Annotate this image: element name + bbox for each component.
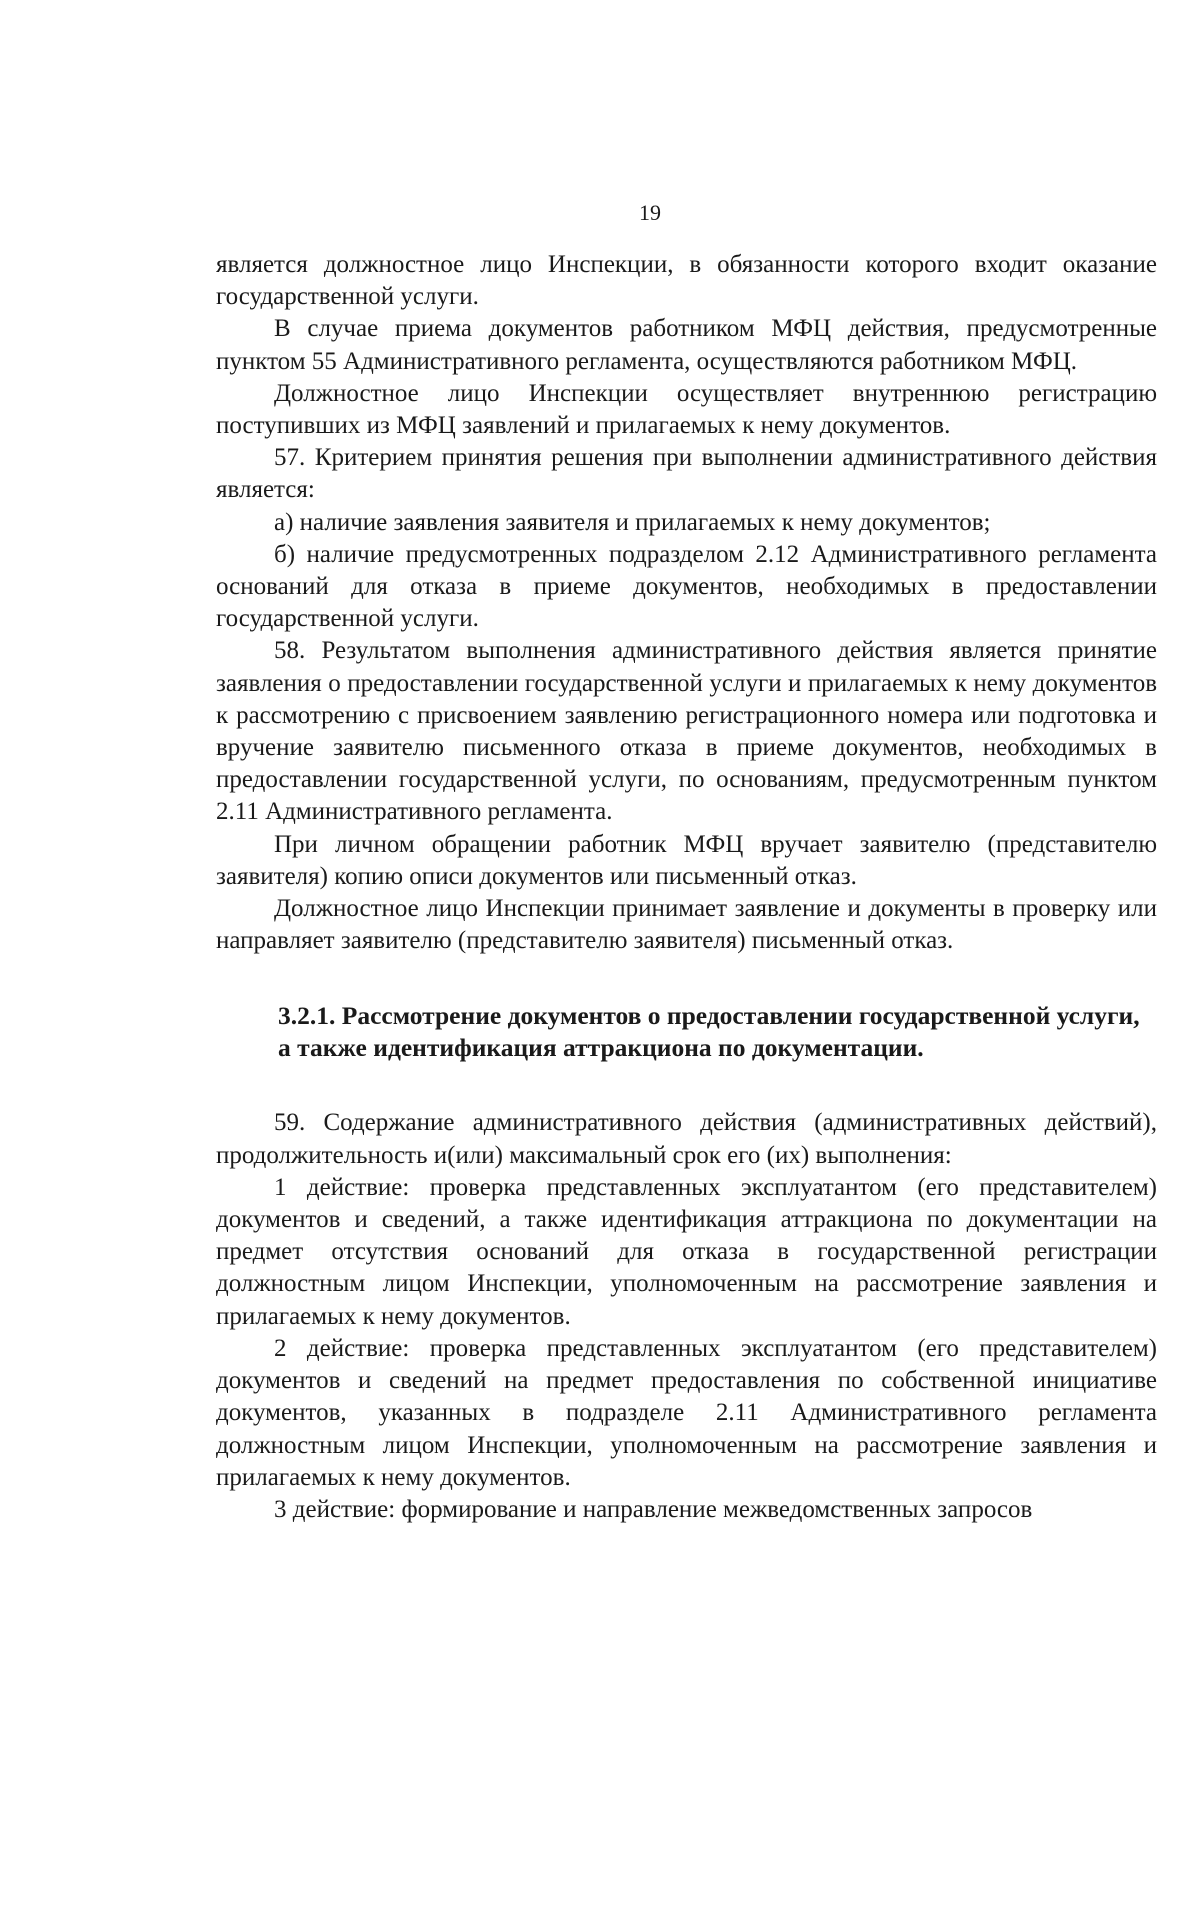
paragraph: 58. Результатом выполнения административного действия является принятие заявления о предоставлении государственной услуги и прилагаемых к нему документов к рассмотрению с присвоением заявлению регистрационного номера или подготовка и вручение заявителю письменного отказа в приеме документов, необходимых в предоставлении государственной услуги, по основаниям, предусмотренным пунктом 2.11 Административного регламента.	[216, 637, 1157, 826]
paragraph: 2 действие: проверка представленных эксплуатантом (его представителем) документов и сведений на предмет предоставления по собственной инициативе документов, указанных в подразделе 2.11 Административного регламента должностным лицом Инспекции, уполномоченным на рассмотрение заявления и прилагаемых к нему документов.	[216, 1334, 1157, 1491]
paragraph: Должностное лицо Инспекции принимает заявление и документы в проверку или направляет заявителю (представителю заявителя) письменный отказ.	[216, 895, 1157, 955]
document-body	[216, 249, 1157, 1526]
paragraph: является должностное лицо Инспекции, в обязанности которого входит оказание государственной услуги.	[216, 251, 1157, 311]
paragraph: а) наличие заявления заявителя и прилагаемых к нему документов;	[274, 508, 991, 536]
section-heading: 3.2.1. Рассмотрение документов о предоставлении государственной услуги, а также идентификация аттракциона по документации.	[278, 1001, 1140, 1063]
paragraph: 57. Критерием принятия решения при выполнении административного действия является:	[216, 444, 1157, 504]
page-number: 19	[639, 200, 661, 225]
paragraph: Должностное лицо Инспекции осуществляет внутреннюю регистрацию поступивших из МФЦ заявлений и прилагаемых к нему документов.	[216, 379, 1157, 440]
paragraph: б) наличие предусмотренных подразделом 2.12 Административного регламента оснований для отказа в приеме документов, необходимых в предоставлении государственной услуги.	[216, 540, 1157, 633]
paragraph: При личном обращении работник МФЦ вручает заявителю (представителю заявителя) копию описи документов или письменный отказ.	[216, 830, 1157, 890]
paragraph: В случае приема документов работником МФЦ действия, предусмотренные пунктом 55 Административного регламента, осуществляются работником МФЦ.	[216, 315, 1157, 375]
paragraph: 3 действие: формирование и направление межведомственных запросов	[274, 1495, 1033, 1523]
paragraph: 59. Содержание административного действия (административных действий), продолжительность и(или) максимальный срок его (их) выполнения:	[216, 1109, 1157, 1169]
paragraphs-after	[216, 1107, 1157, 1526]
paragraphs-before	[216, 249, 1157, 957]
paragraph: 1 действие: проверка представленных эксплуатантом (его представителем) документов и сведений, а также идентификация аттракциона по документации на предмет отсутствия оснований для отказа в государственной регистрации должностным лицом Инспекции, уполномоченным на рассмотрение заявления и прилагаемых к нему документов.	[216, 1173, 1157, 1330]
